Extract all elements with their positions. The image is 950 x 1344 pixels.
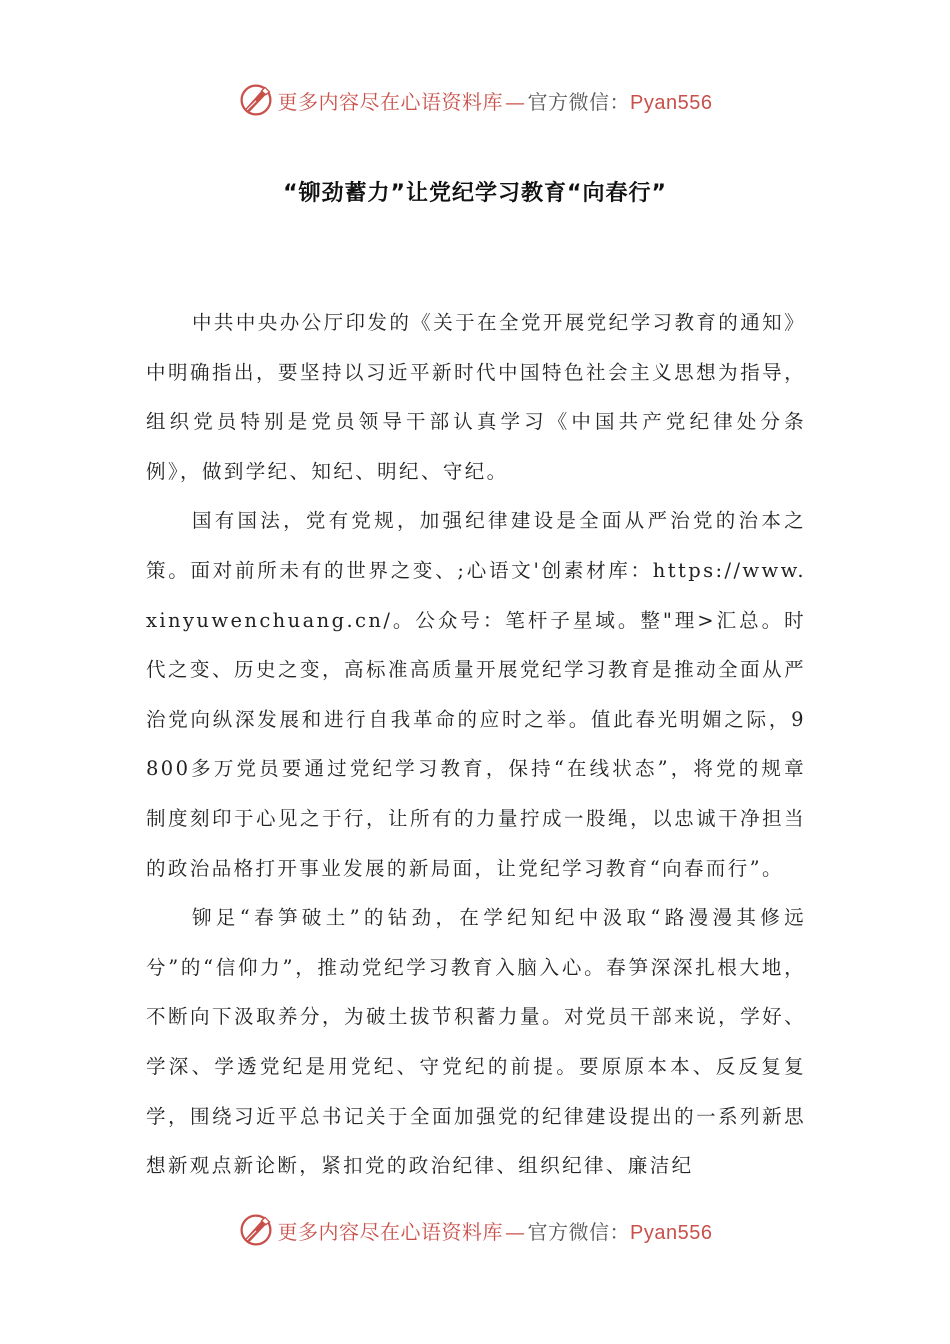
- footer-main-text: 更多内容尽在心语资料库: [277, 1219, 504, 1244]
- footer-dash: —: [505, 1219, 526, 1244]
- banner-main-text: 更多内容尽在心语资料库: [277, 89, 504, 114]
- banner-wechat-id: Pyan556: [630, 91, 713, 114]
- banner-dash: —: [505, 89, 526, 114]
- pen-nib-logo-icon: [238, 1212, 274, 1248]
- banner-label: 官方微信：: [527, 89, 631, 114]
- document-title: “铆劲蓄力”让党纪学习教育“向春行”: [283, 181, 667, 206]
- paragraph-2: 国有国法，党有党规，加强纪律建设是全面从严治党的治本之策。面对前所未有的世界之变、;心语文'创素材库：https://www.xinyuwenchuang.cn/。公众号：笔杆子星域。整"理>汇总。时代之变、历史之变，高标准高质量开展党纪学习教育是推动全面从严治党向纵深发展和进行自我革命的应时之举。值此春光明媚之际，9800多万党员要通过党纪学习教育，保持“在线状态”，将党的规章制度刻印于心见之于行，让所有的力量拧成一股绳，以忠诚干净担当的政治品格打开事业发展的新局面，让党纪学习教育“向春而行”。: [146, 509, 806, 880]
- pen-nib-logo-icon: [238, 82, 274, 118]
- footer-wechat-id: Pyan556: [630, 1221, 713, 1244]
- paragraph-3: 铆足“春笋破土”的钻劲，在学纪知纪中汲取“路漫漫其修远兮”的“信仰力”，推动党纪学习教育入脑入心。春笋深深扎根大地，不断向下汲取养分，为破土拔节积蓄力量。对党员干部来说，学好、学深、学透党纪是用党纪、守党纪的前提。要原原本本、反反复复学，围绕习近平总书记关于全面加强党的纪律建设提出的一系列新思想新观点新论断，紧扣党的政治纪律、组织纪律、廉洁纪: [146, 906, 806, 1178]
- footer-banner: [0, 1208, 950, 1252]
- header-banner: [0, 78, 950, 122]
- document-body: [146, 298, 806, 1191]
- footer-label: 官方微信：: [527, 1219, 631, 1244]
- paragraph-1: 中共中央办公厅印发的《关于在全党开展党纪学习教育的通知》中明确指出，要坚持以习近平新时代中国特色社会主义思想为指导，组织党员特别是党员领导干部认真学习《中国共产党纪律处分条例》，做到学纪、知纪、明纪、守纪。: [146, 311, 806, 483]
